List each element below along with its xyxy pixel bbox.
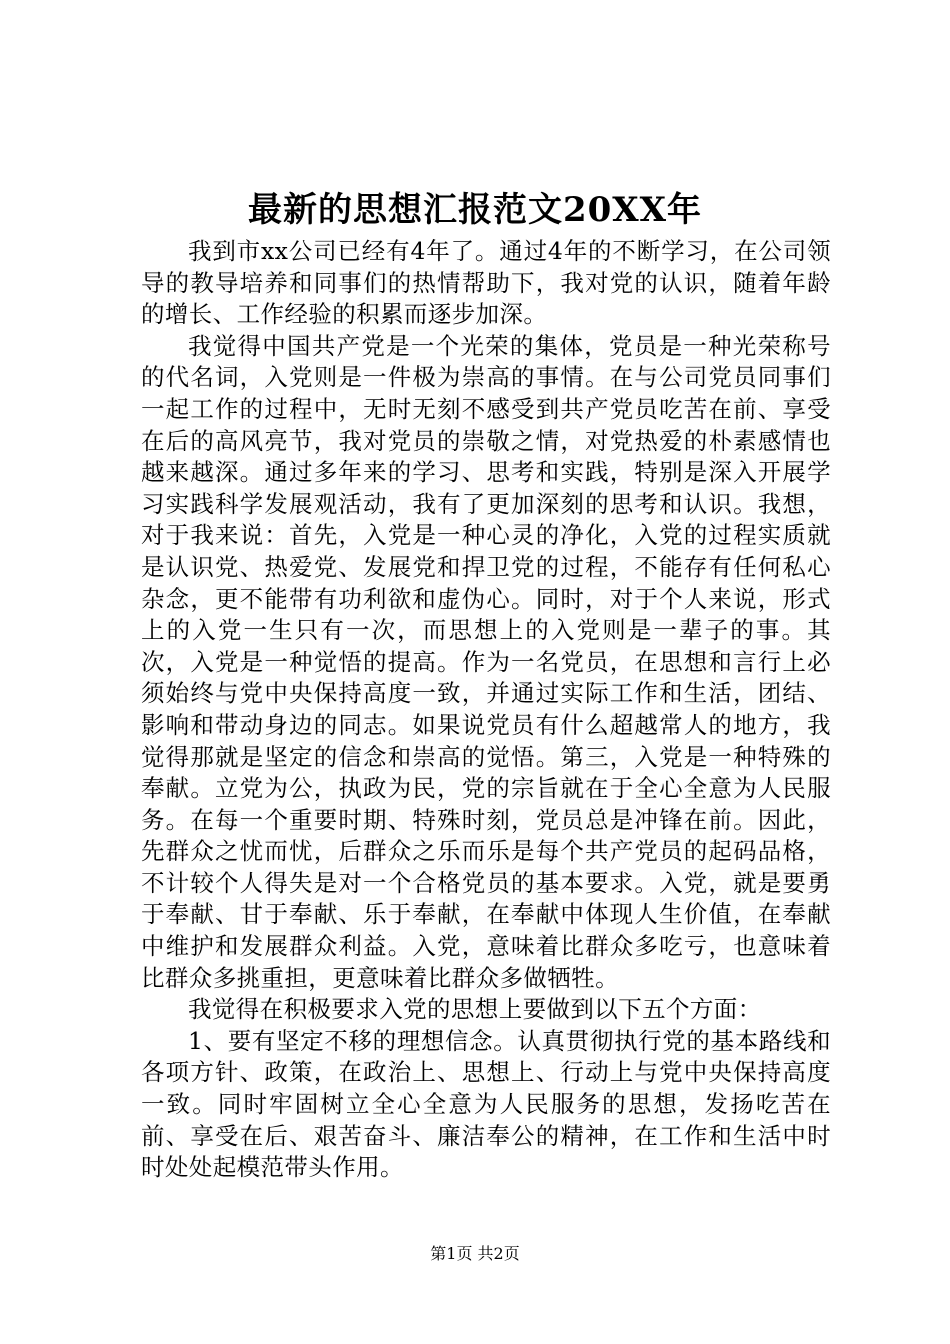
paragraph-main: 我觉得中国共产党是一个光荣的集体，党员是一种光荣称号的代名词，入党则是一件极为崇高的事情。在与公司党员同事们一起工作的过程中，无时无刻不感受到共产党员吃苦在前、享受在后的高风亮节，我对党员的崇敬之情，对党热爱的朴素感情也越来越深。通过多年来的学习、思考和实践，特别是深入开展学习实践科学发展观活动，我有了更加深刻的思考和认识。我想，对于我来说：首先，入党是一种心灵的净化，入党的过程实质就是认识党、热爱党、发展党和捍卫党的过程，不能存有任何私心杂念，更不能带有功利欲和虚伪心。同时，对于个人来说，形式上的入党一生只有一次，而思想上的入党则是一辈子的事。其次，入党是一种觉悟的提高。作为一名党员，在思想和言行上必须始终与党中央保持高度一致，并通过实际工作和生活，团结、影响和带动身边的同志。如果说党员有什么超越常人的地方，我觉得那就是坚定的信念和崇高的觉悟。第三，入党是一种特殊的奉献。立党为公，执政为民，党的宗旨就在于全心全意为人民服务。在每一个重要时期、特殊时刻，党员总是冲锋在前。因此，先群众之忧而忧，后群众之乐而乐是每个共产党员的起码品格，不计较个人得失是对一个合格党员的基本要求。入党，就是要勇于奉献、甘于奉献、乐于奉献，在奉献中体现人生价值，在奉献中维护和发展群众利益。入党，意味着比群众多吃亏，也意味着比群众多挑重担，更意味着比群众多做牺牲。 (141, 331, 831, 992)
page-number-footer: 第1页 共2页 (430, 1244, 520, 1263)
document-body (141, 236, 831, 1184)
document-title: 最新的思想汇报范文20XX年 (247, 190, 703, 230)
paragraph-five-aspects-lead: 我觉得在积极要求入党的思想上要做到以下五个方面： (188, 995, 762, 1024)
paragraph-intro: 我到市xx公司已经有4年了。通过4年的不断学习，在公司领导的教导培养和同事们的热情帮助下，我对党的认识，随着年龄的增长、工作经验的积累而逐步加深。 (141, 237, 831, 329)
paragraph-point-1: 1、要有坚定不移的理想信念。认真贯彻执行党的基本路线和各项方针、政策，在政治上、思想上、行动上与党中央保持高度一致。同时牢固树立全心全意为人民服务的思想，发扬吃苦在前、享受在后、艰苦奋斗、廉洁奉公的精神，在工作和生活中时时处处起模范带头作用。 (141, 1026, 831, 1182)
